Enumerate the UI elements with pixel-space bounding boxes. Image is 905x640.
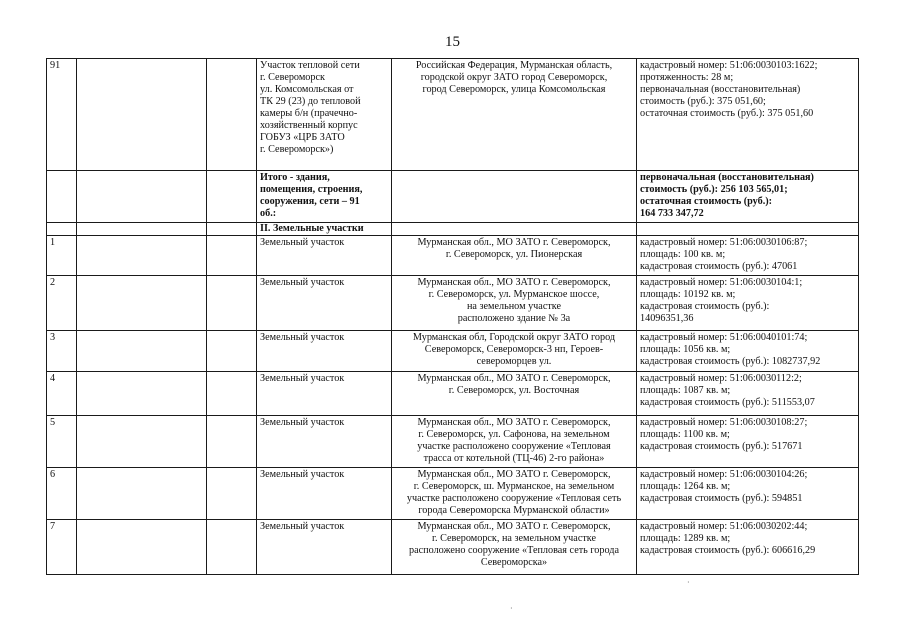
object-name: Земельный участок — [257, 520, 392, 575]
row-number: 1 — [47, 236, 77, 276]
table-row — [47, 59, 859, 171]
table-row — [47, 331, 859, 372]
object-address: Мурманская обл, Городской округ ЗАТО город Североморск, Североморск-3 нп, Героев- североморцев ул. — [392, 331, 637, 372]
empty-cell — [207, 372, 257, 416]
row-number — [47, 171, 77, 223]
object-address: Российская Федерация, Мурманская область, городской округ ЗАТО город Североморск, город Североморск, улица Комсомольская — [392, 59, 637, 171]
total-label: Итого - здания, помещения, строения, сооружения, сети – 91 об.: — [257, 171, 392, 223]
section-heading: II. Земельные участки — [257, 223, 392, 236]
table-row — [47, 276, 859, 331]
row-number: 6 — [47, 468, 77, 520]
table-row — [47, 468, 859, 520]
table-row-total — [47, 171, 859, 223]
object-address: Мурманская обл., МО ЗАТО г. Североморск, г. Североморск, ул. Восточная — [392, 372, 637, 416]
object-characteristics: кадастровый номер: 51:06:0030108:27; площадь: 1100 кв. м; кадастровая стоимость (руб.): 517671 — [637, 416, 859, 468]
object-name: Земельный участок — [257, 276, 392, 331]
object-characteristics: кадастровый номер: 51:06:0030202:44; площадь: 1289 кв. м; кадастровая стоимость (руб.): 606616,29 — [637, 520, 859, 575]
empty-cell — [207, 171, 257, 223]
scan-speck: · — [510, 604, 513, 613]
row-number: 3 — [47, 331, 77, 372]
row-number: 7 — [47, 520, 77, 575]
row-number: 4 — [47, 372, 77, 416]
object-characteristics — [637, 223, 859, 236]
object-address: Мурманская обл., МО ЗАТО г. Североморск, г. Североморск, ул. Пионерская — [392, 236, 637, 276]
table-row — [47, 372, 859, 416]
empty-cell — [77, 520, 207, 575]
object-characteristics: кадастровый номер: 51:06:0030104:1; площадь: 10192 кв. м; кадастровая стоимость (руб.): 14096351,36 — [637, 276, 859, 331]
object-name: Земельный участок — [257, 416, 392, 468]
empty-cell — [77, 416, 207, 468]
object-address: Мурманская обл., МО ЗАТО г. Североморск, г. Североморск, ул. Сафонова, на земельном участке расположено сооружение «Тепловая трасса от котельной (ТЦ-46) 2-го района» — [392, 416, 637, 468]
scan-speck: · — [687, 578, 690, 587]
empty-cell — [77, 236, 207, 276]
object-characteristics: кадастровый номер: 51:06:0030106:87; площадь: 100 кв. м; кадастровая стоимость (руб.): 47061 — [637, 236, 859, 276]
row-number: 2 — [47, 276, 77, 331]
object-characteristics: кадастровый номер: 51:06:0040101:74; площадь: 1056 кв. м; кадастровая стоимость (руб.): 1082737,92 — [637, 331, 859, 372]
empty-cell — [207, 59, 257, 171]
row-number: 5 — [47, 416, 77, 468]
object-address: Мурманская обл., МО ЗАТО г. Североморск, г. Североморск, на земельном участке расположено сооружение «Тепловая сеть города Североморска» — [392, 520, 637, 575]
table-row — [47, 236, 859, 276]
empty-cell — [207, 520, 257, 575]
total-value: первоначальная (восстановительная) стоимость (руб.): 256 103 565,01; остаточная стоимость (руб.): 164 733 347,72 — [637, 171, 859, 223]
property-register-table — [46, 58, 859, 575]
row-number — [47, 223, 77, 236]
empty-cell — [77, 223, 207, 236]
object-address — [392, 171, 637, 223]
empty-cell — [77, 171, 207, 223]
page-number: 15 — [445, 34, 460, 50]
empty-cell — [207, 223, 257, 236]
object-name: Земельный участок — [257, 236, 392, 276]
object-name: Земельный участок — [257, 372, 392, 416]
empty-cell — [207, 276, 257, 331]
row-number: 91 — [47, 59, 77, 171]
object-name: Участок тепловой сети г. Североморск ул. Комсомольская от ТК 29 (23) до тепловой камеры б/н (прачечно- хозяйственный корпус ГОБУЗ «ЦРБ ЗАТО г. Североморск») — [257, 59, 392, 171]
empty-cell — [207, 416, 257, 468]
object-characteristics: кадастровый номер: 51:06:0030103:1622; протяженность: 28 м; первоначальная (восстановительная) стоимость (руб.): 375 051,60; остаточная стоимость (руб.): 375 051,60 — [637, 59, 859, 171]
object-address — [392, 223, 637, 236]
table-row — [47, 520, 859, 575]
empty-cell — [207, 236, 257, 276]
object-address: Мурманская обл., МО ЗАТО г. Североморск, г. Североморск, ш. Мурманское, на земельном участке расположено сооружение «Тепловая сеть города Североморска Мурманской области» — [392, 468, 637, 520]
empty-cell — [77, 372, 207, 416]
table-row — [47, 416, 859, 468]
object-name: Земельный участок — [257, 468, 392, 520]
empty-cell — [77, 331, 207, 372]
section-heading-row — [47, 223, 859, 236]
object-address: Мурманская обл., МО ЗАТО г. Североморск, г. Североморск, ул. Мурманское шоссе, на земельном участке расположено здание № 3а — [392, 276, 637, 331]
empty-cell — [207, 331, 257, 372]
empty-cell — [77, 276, 207, 331]
object-name: Земельный участок — [257, 331, 392, 372]
empty-cell — [207, 468, 257, 520]
empty-cell — [77, 59, 207, 171]
empty-cell — [77, 468, 207, 520]
object-characteristics: кадастровый номер: 51:06:0030112:2; площадь: 1087 кв. м; кадастровая стоимость (руб.): 511553,07 — [637, 372, 859, 416]
object-characteristics: кадастровый номер: 51:06:0030104:26; площадь: 1264 кв. м; кадастровая стоимость (руб.): 594851 — [637, 468, 859, 520]
